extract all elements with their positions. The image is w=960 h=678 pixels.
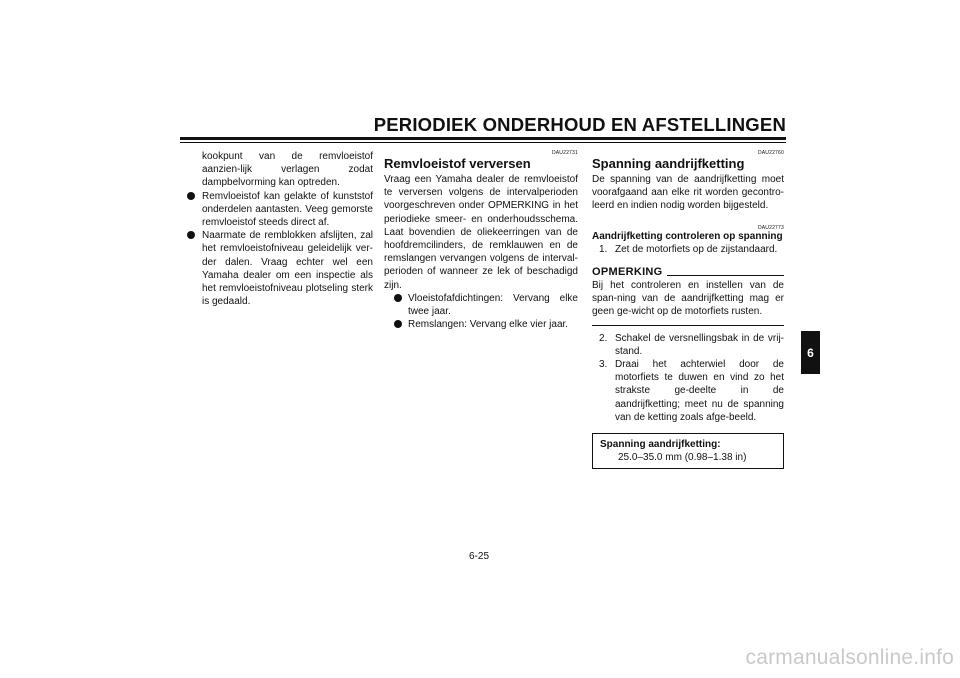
step-text: Zet de motorfiets op de zijstandaard. [615,243,778,255]
list-item [384,318,578,331]
section-code: DAU22731 [551,150,578,156]
header-rule-thin [180,142,786,143]
warning-bullet-list [186,190,373,309]
spec-box [592,433,784,469]
replacement-bullet-list [384,292,578,332]
section-paragraph: De spanning van de aandrijfketting moet voorafgaand aan elke rit worden gecontro-leerd en indien nodig worden bijgesteld. [592,174,784,212]
step-number: 1. [599,243,608,255]
section-code: DAU22760 [757,150,784,156]
bullet-icon [394,320,402,328]
note-rule [667,275,784,276]
bullet-icon [187,231,195,239]
page-number: 6-25 [468,551,489,562]
spec-value: 25.0–35.0 mm (0.98–1.38 in) [618,452,747,464]
note-label: OPMERKING [592,265,663,278]
watermark: carmanualsonline.info [745,646,954,669]
bullet-text: Remslangen: Vervang elke vier jaar. [408,319,569,331]
intro-paragraph: kookpunt van de remvloeistof aanzien-lijk verlagen zodat dampbelvorming kan optreden. [202,151,373,189]
note-text: Bij het controleren en instellen van de span-ning van de aandrijfketting mag er geen ge-wicht op de motorfiets rusten. [592,280,784,318]
page-title: PERIODIEK ONDERHOUD EN AFSTELLINGEN [373,114,786,135]
subsection-heading: Aandrijfketting controleren op spanning [592,230,783,242]
header-rule-thick [180,137,786,140]
note-end-rule [592,325,784,326]
section-heading: Remvloeistof verversen [384,156,531,171]
step-text: Schakel de versnellingsbak in de vrij-stand. [615,332,784,357]
step-item [592,358,784,424]
chapter-tab: 6 [801,331,820,374]
note-header [592,266,784,279]
spec-title: Spanning aandrijfketting: [600,439,721,451]
step-text: Draai het achterwiel door de motorfiets te duwen en vind zo het strakste ge-deelte in de aandrijfketting; meet nu de spanning van de ketting zoals afge-beeld. [615,359,784,423]
bullet-text: Naarmate de remblokken afslijten, zal het remvloeistofniveau geleidelijk ver-der dalen. Vraag echter wel een Yamaha dealer om een inspectie als het remvloeistofniveau plotseling sterk is gedaald. [202,230,373,308]
bullet-text: Vloeistofafdichtingen: Vervang elke twee jaar. [408,292,578,318]
step-number: 3. [599,359,608,371]
bullet-icon [187,192,195,200]
subsection-code: DAU22773 [757,224,784,231]
step-item [592,243,784,256]
column-1 [186,150,373,308]
bullet-icon [394,294,402,302]
step-item [592,332,784,358]
list-item [186,190,373,230]
step-list-1 [592,243,784,256]
list-item [384,292,578,318]
section-heading: Spanning aandrijfketting [592,156,745,171]
step-number: 2. [599,332,608,344]
bullet-text: Remvloeistof kan gelakte of kunststof onderdelen aantasten. Veeg gemorste remvloeistof steeds direct af. [202,190,373,229]
column-3 [592,150,784,469]
column-2 [384,150,578,331]
list-item [186,229,373,308]
section-paragraph: Vraag een Yamaha dealer de remvloeistof te verversen volgens de intervalperioden voorgeschreven onder OPMERKING in het periodieke smeer- en onderhoudsschema. Laat bovendien de oliekeerringen van de hoofdremcilinders, de remklauwen en de remslangen vervangen volgens de interval-perioden of wanneer ze lek of beschadigd zijn. [384,174,578,291]
step-list-2 [592,332,784,424]
